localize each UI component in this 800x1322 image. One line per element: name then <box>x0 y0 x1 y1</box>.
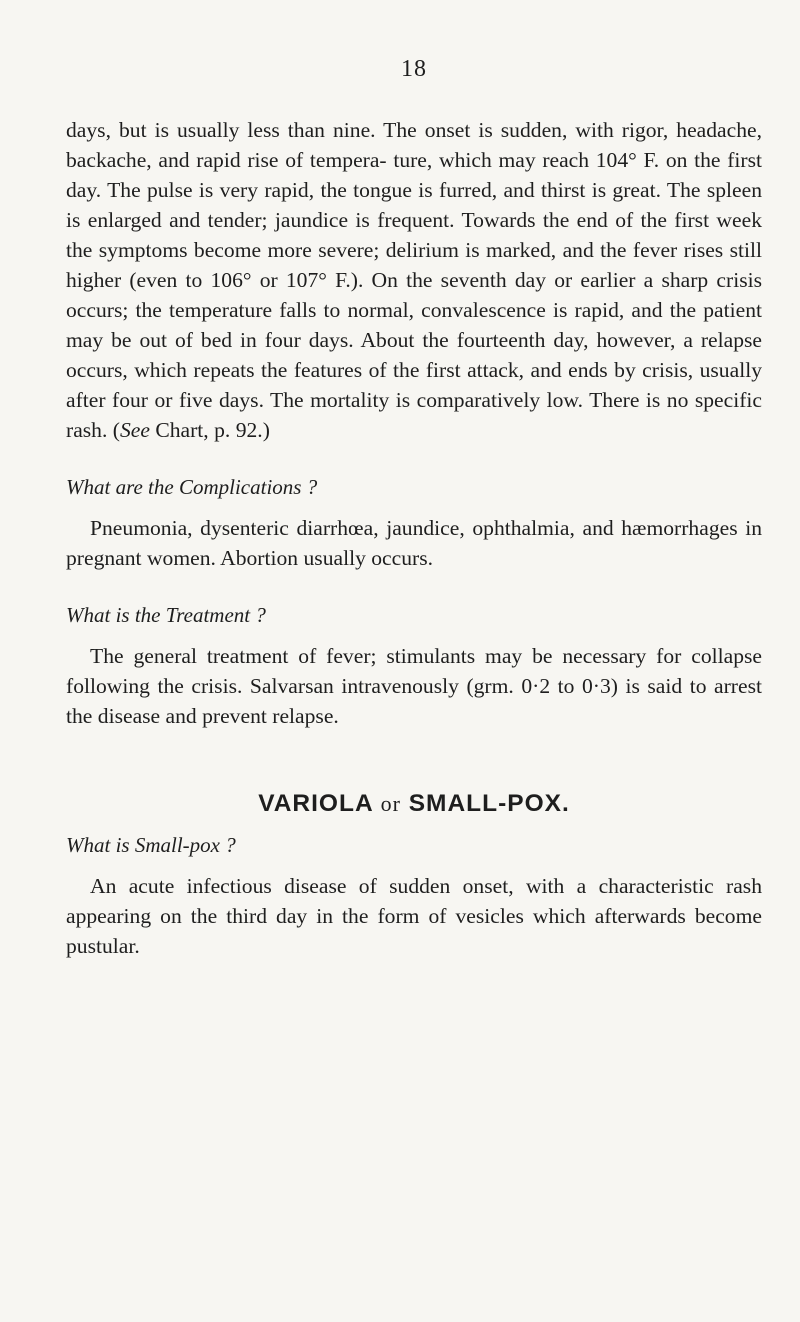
chart-reference: Chart, p. 92.) <box>149 418 270 442</box>
paragraph-smallpox-definition: An acute infectious disease of sudden onset, with a characteristic rash appearing on the third day in the form of vesicles which afterwards become pustular. <box>66 874 762 958</box>
paragraph-complications: Pneumonia, dysenteric diarrhœa, jaundice, ophthalmia, and hæmorrhages in pregnant women. Abortion usually occurs. <box>66 516 762 570</box>
paragraph-treatment: The general treatment of fever; stimulants may be necessary for collapse following the crisis. Salvarsan intravenously (grm. 0·2 to 0·3) is said to arrest the disease and prevent relapse. <box>66 644 762 728</box>
question-heading-complications: What are the Complications ? <box>66 475 318 499</box>
question-heading-treatment: What is the Treatment ? <box>66 603 266 627</box>
section-title-smallpox-word: SMALL-POX. <box>400 790 570 817</box>
page-number: 18 <box>401 56 427 82</box>
section-title-or: or <box>380 791 401 816</box>
question-heading-what-is-smallpox: What is Small-pox ? <box>66 833 236 857</box>
section-title-variola <box>66 790 762 818</box>
book-page <box>66 56 762 961</box>
section-title-variola-word: VARIOLA <box>258 790 381 817</box>
paragraph-text: days, but is usually less than nine. The onset is sudden, with rigor, headache, backache, and rapid rise of tempera- ture, which may reach 104° F. on the first day. The pulse is very rapid, the tongue is furred, and thirst is great. The spleen is enlarged and tender; jaundice is frequent. Towards the end of the first week the symptoms become more severe; delirium is marked, and the fever rises still higher (even to 106° or 107° F.). On the seventh day or earlier a sharp crisis occurs; the temperature falls to normal, convalescence is rapid, and the patient may be out of bed in four days. About the fourteenth day, however, a relapse occurs, which repeats the features of the first attack, and ends by crisis, usually after four or five days. The mortality is comparatively low. There is no specific rash. ( <box>66 118 762 442</box>
see-reference: See <box>119 418 150 442</box>
paragraph-relapsing-fever-course <box>66 115 762 445</box>
